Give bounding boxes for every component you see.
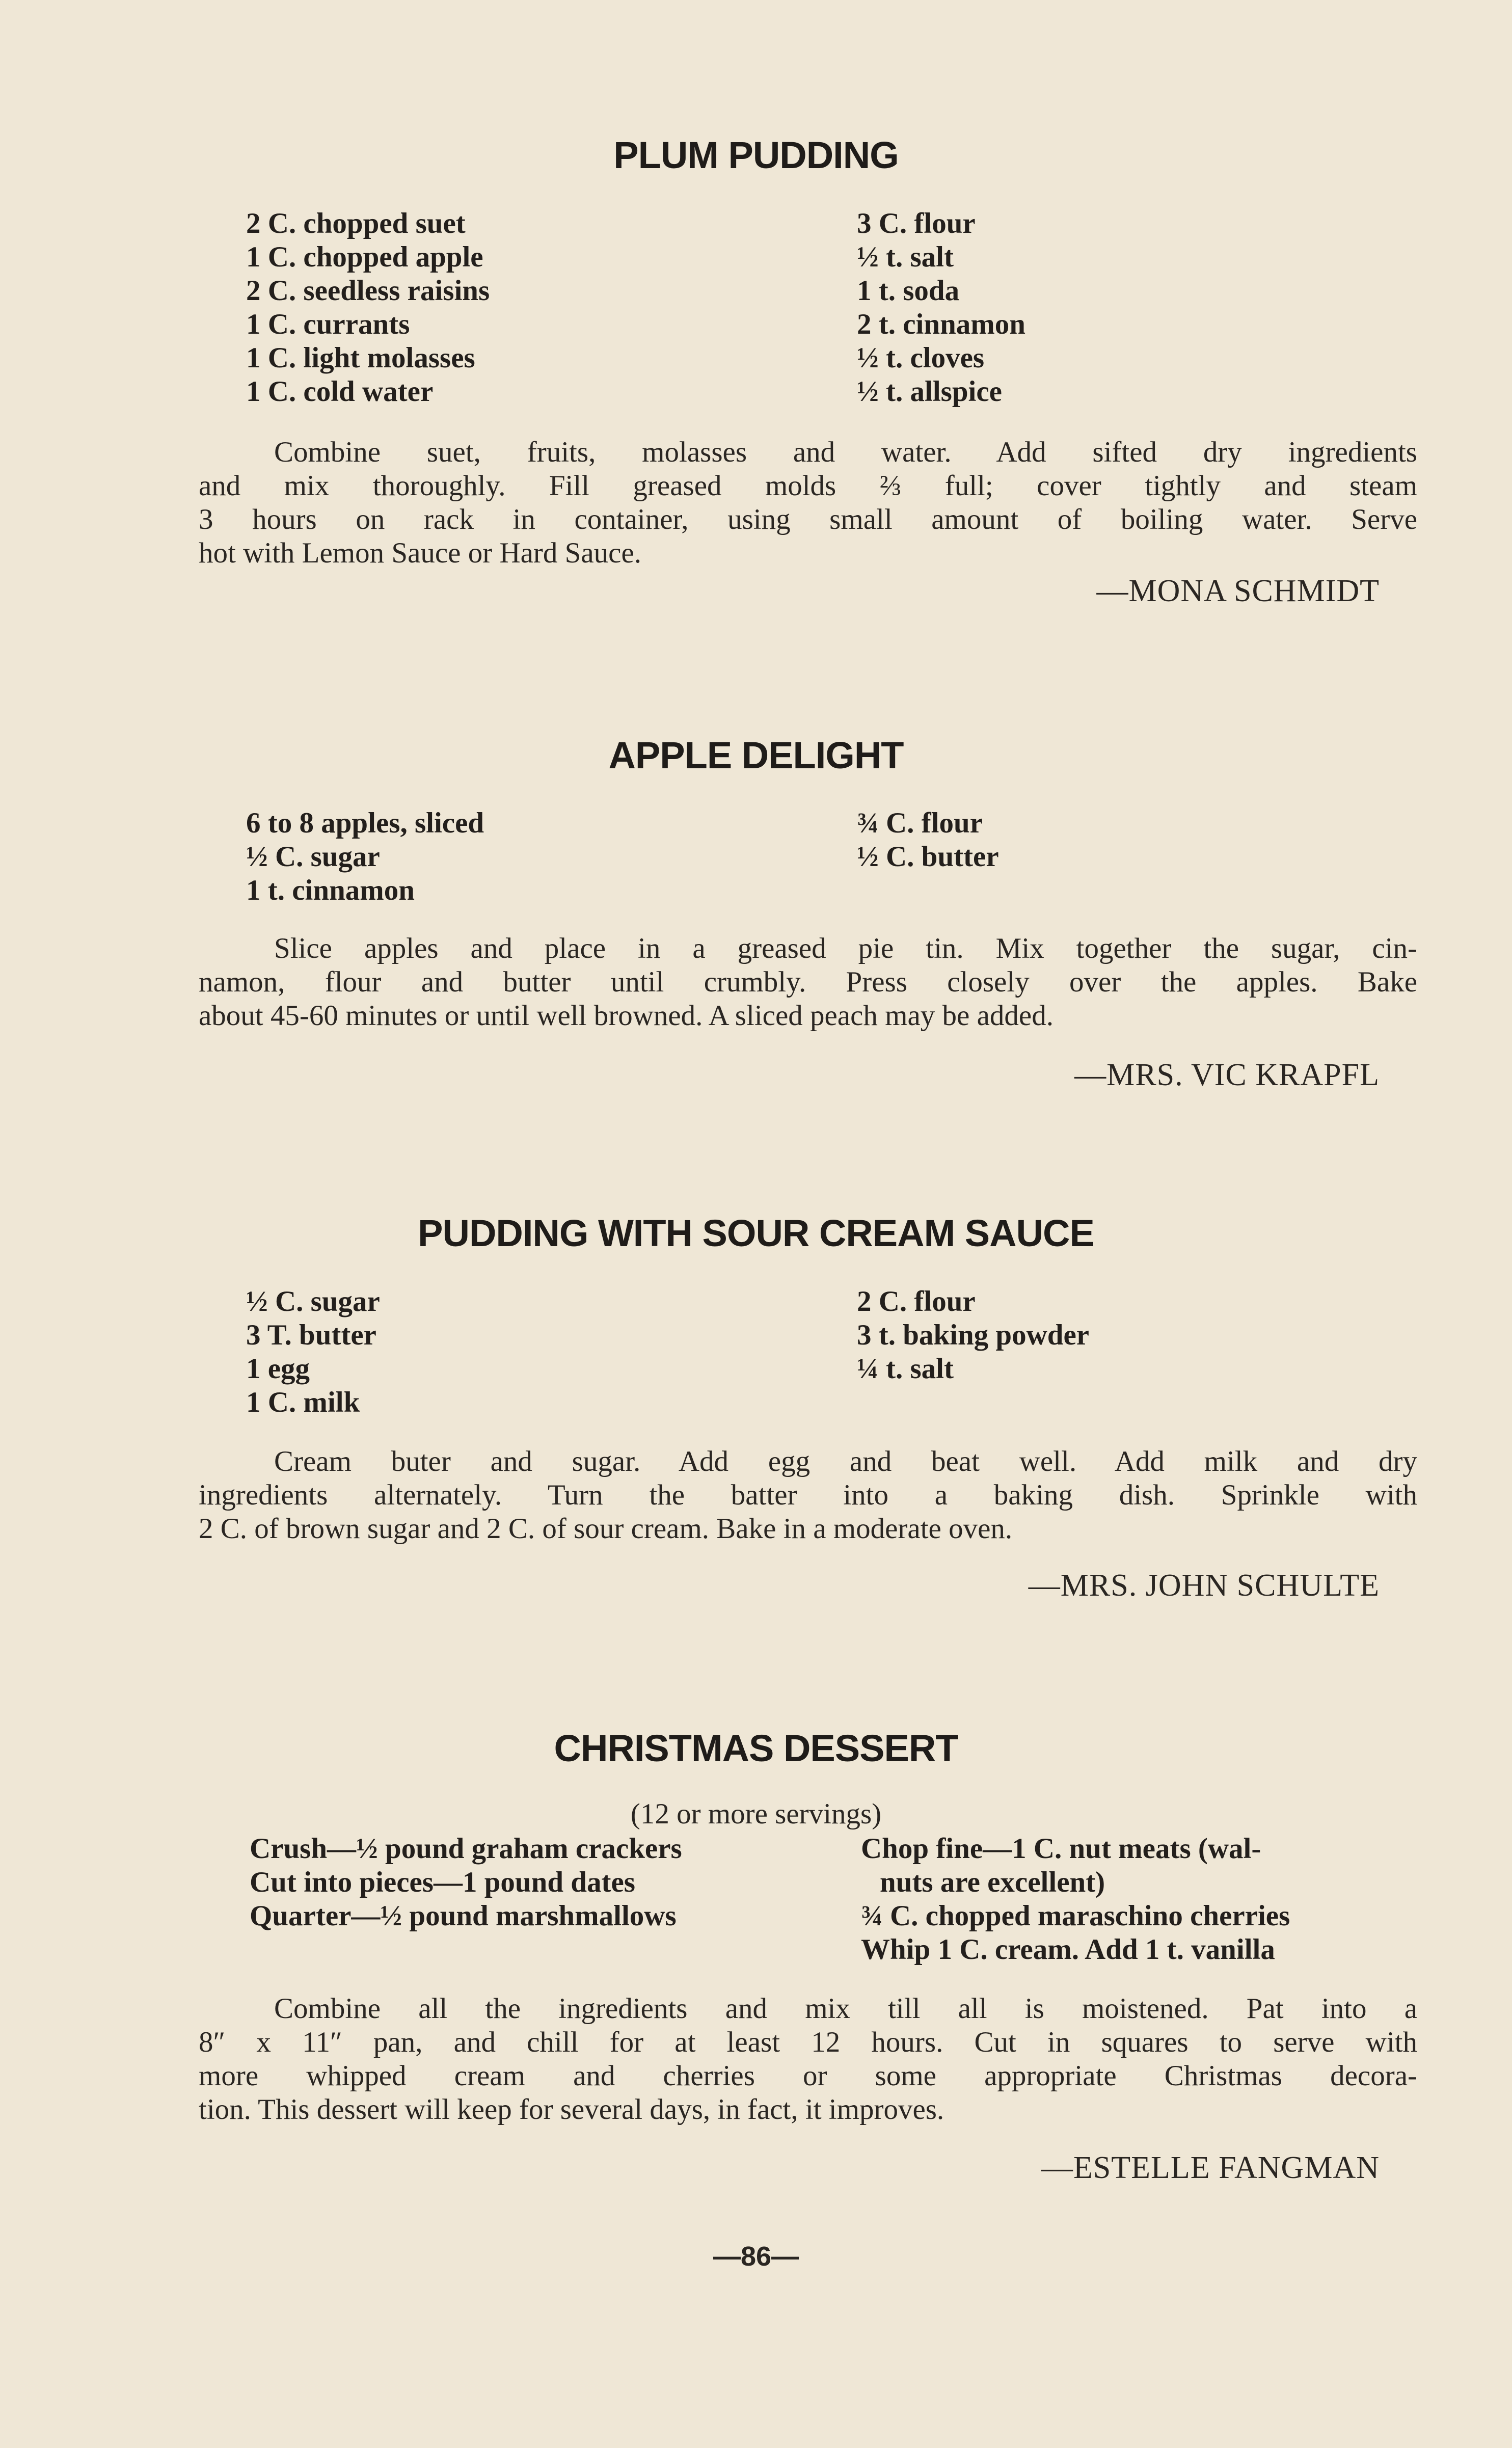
ingredients-left-plum-pudding	[246, 207, 490, 409]
servings-note: (12 or more servings)	[630, 1798, 882, 1830]
ingredients-left-apple-delight	[246, 806, 484, 907]
direction-line: namon, flour and butter until crumbly. Press closely over the apples. Bake	[199, 966, 1417, 998]
ingredient: ½ C. sugar	[246, 841, 380, 873]
ingredient: Chop fine—1 C. nut meats (wal-	[861, 1833, 1261, 1865]
direction-line: Slice apples and place in a greased pie tin. Mix together the sugar, cin-	[274, 932, 1417, 964]
direction-line: 2 C. of brown sugar and 2 C. of sour cream. Bake in a moderate oven.	[199, 1513, 1013, 1545]
ingredient: nuts are excellent)	[880, 1866, 1105, 1898]
ingredient: 2 C. chopped suet	[246, 207, 466, 239]
direction-line: hot with Lemon Sauce or Hard Sauce.	[199, 537, 641, 569]
directions-plum-pudding	[199, 436, 1417, 570]
directions-christmas-dessert	[199, 1992, 1417, 2127]
direction-line: Combine suet, fruits, molasses and water. Add sifted dry ingredients	[274, 436, 1417, 468]
ingredients-left-christmas-dessert	[250, 1832, 682, 1933]
ingredients-right-pudding-sour-cream	[857, 1285, 1089, 1386]
ingredient: 2 t. cinnamon	[857, 308, 1025, 340]
direction-line: Cream buter and sugar. Add egg and beat well. Add milk and dry	[274, 1445, 1417, 1477]
ingredient: 1 C. chopped apple	[246, 241, 483, 273]
ingredient: ½ C. sugar	[246, 1285, 380, 1317]
recipe-title-plum-pudding: PLUM PUDDING	[613, 134, 899, 176]
ingredient: 2 C. flour	[857, 1285, 976, 1317]
ingredient: ½ C. butter	[857, 841, 999, 873]
ingredient: ¼ t. salt	[857, 1353, 954, 1385]
ingredient: 3 T. butter	[246, 1319, 376, 1351]
direction-line: and mix thoroughly. Fill greased molds ⅔ full; cover tightly and steam	[199, 470, 1417, 502]
ingredient: 1 C. cold water	[246, 375, 434, 408]
ingredients-right-apple-delight	[857, 806, 999, 874]
ingredient: 1 t. soda	[857, 275, 960, 307]
ingredient: ½ t. allspice	[857, 375, 1002, 408]
direction-line: Combine all the ingredients and mix till all is moistened. Pat into a	[274, 1993, 1417, 2025]
ingredient: Whip 1 C. cream. Add 1 t. vanilla	[861, 1933, 1275, 1966]
direction-line: about 45-60 minutes or until well browned. A sliced peach may be added.	[199, 1000, 1054, 1032]
direction-line: ingredients alternately. Turn the batter into a baking dish. Sprinkle with	[199, 1479, 1417, 1511]
ingredient: 1 C. light molasses	[246, 342, 475, 374]
ingredient: 2 C. seedless raisins	[246, 275, 490, 307]
ingredient: Quarter—½ pound marshmallows	[250, 1900, 677, 1932]
directions-apple-delight	[199, 932, 1417, 1033]
ingredient: 3 C. flour	[857, 207, 976, 239]
recipe-title-christmas-dessert: CHRISTMAS DESSERT	[554, 1727, 958, 1769]
recipe-title-apple-delight: APPLE DELIGHT	[608, 734, 904, 776]
ingredient: ¾ C. chopped maraschino cherries	[861, 1900, 1290, 1932]
ingredient: 1 C. milk	[246, 1386, 360, 1418]
ingredient: ½ t. salt	[857, 241, 954, 273]
ingredient: Cut into pieces—1 pound dates	[250, 1866, 635, 1898]
direction-line: 8″ x 11″ pan, and chill for at least 12 hours. Cut in squares to serve with	[199, 2026, 1417, 2058]
ingredient: 6 to 8 apples, sliced	[246, 807, 484, 839]
direction-line: tion. This dessert will keep for several days, in fact, it improves.	[199, 2093, 944, 2126]
ingredient: 1 egg	[246, 1353, 310, 1385]
ingredient: ¾ C. flour	[857, 807, 983, 839]
page-number: —86—	[713, 2241, 799, 2272]
attribution-apple-delight: —MRS. VIC KRAPFL	[1074, 1058, 1380, 1092]
directions-pudding-sour-cream	[199, 1445, 1417, 1546]
ingredients-right-christmas-dessert	[861, 1832, 1290, 1967]
ingredient: 3 t. baking powder	[857, 1319, 1090, 1351]
ingredients-right-plum-pudding	[857, 207, 1025, 409]
ingredient: 1 t. cinnamon	[246, 874, 415, 906]
ingredients-left-pudding-sour-cream	[246, 1285, 380, 1419]
attribution-plum-pudding: —MONA SCHMIDT	[1096, 574, 1380, 608]
attribution-pudding-sour-cream: —MRS. JOHN SCHULTE	[1028, 1568, 1380, 1603]
direction-line: 3 hours on rack in container, using small amount of boiling water. Serve	[199, 503, 1417, 535]
recipe-title-pudding-sour-cream: PUDDING WITH SOUR CREAM SAUCE	[418, 1212, 1094, 1254]
ingredient: ½ t. cloves	[857, 342, 985, 374]
ingredient: Crush—½ pound graham crackers	[250, 1833, 682, 1865]
attribution-christmas-dessert: —ESTELLE FANGMAN	[1041, 2150, 1380, 2185]
direction-line: more whipped cream and cherries or some appropriate Christmas decora-	[199, 2060, 1417, 2092]
ingredient: 1 C. currants	[246, 308, 410, 340]
